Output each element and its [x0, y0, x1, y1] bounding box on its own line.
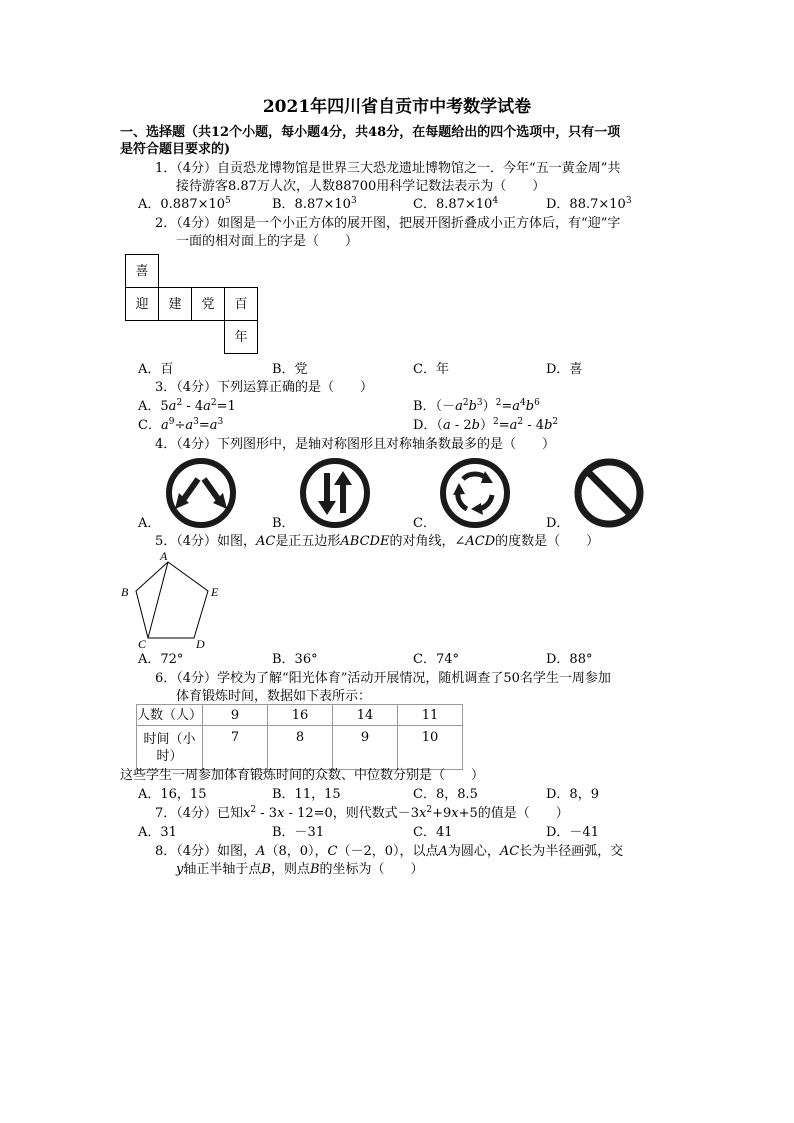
q4-option-a: A．: [138, 516, 161, 531]
traffic-sign-prohibition-icon: [573, 457, 645, 529]
q4-stem: 4．（4分）下列图形中，是轴对称图形且对称轴条数最多的是（ ）: [155, 437, 556, 452]
q6-option-d: D．8，9: [546, 787, 599, 802]
vertex-label-c: C: [138, 637, 147, 651]
q2-line2: 一面的相对面上的字是（ ）: [176, 234, 359, 249]
q3-option-a: A．$5a^2 - 4a^2=1$: [138, 398, 236, 414]
q6-data-table: [136, 704, 463, 770]
table-cell: 14: [333, 705, 398, 726]
table-cell: 11: [398, 705, 463, 726]
pentagon-figure: [116, 546, 226, 652]
q3-option-d: D．$(a - 2b)^2=a^2 - 4b^2$: [413, 417, 559, 433]
vertex-label-e: E: [211, 585, 219, 599]
q6-option-b: B．11，15: [272, 787, 341, 802]
q1-option-a: A．$0.887\times 10^5$: [138, 196, 231, 212]
page-title: 2021年四川省自贡市中考数学试卷: [262, 97, 532, 117]
q7-option-a: A．31: [138, 825, 177, 840]
q4-option-d: D．: [546, 516, 570, 531]
net-cell: 建: [159, 288, 192, 321]
traffic-sign-roundabout-icon: [439, 457, 511, 529]
q3-stem: 3．（4分）下列运算正确的是（ ）: [155, 380, 374, 395]
q6-line2: 体育锻炼时间，数据如下表所示：: [176, 689, 372, 704]
traffic-sign-two-way-arrows-icon: [299, 457, 371, 529]
table-cell: 9: [203, 705, 268, 726]
q2-option-c: C．年: [413, 362, 449, 377]
section-heading-line2: 是符合题目要求的): [120, 142, 231, 157]
q3-option-c: C．$a^9\div a^3=a^3$: [138, 417, 224, 433]
vertex-label-d: D: [196, 637, 205, 651]
table-cell: 7: [203, 726, 268, 770]
q6-line1: 6．（4分）学校为了解“阳光体育”活动开展情况，随机调查了50名学生一周参加: [155, 671, 611, 686]
vertex-label-b: B: [121, 585, 129, 599]
section-heading-line1: 一、选择题（共12个小题，每小题4分，共48分，在每题给出的四个选项中，只有一项: [120, 125, 621, 140]
net-cell-bottom: 年: [225, 321, 258, 354]
q2-option-b: B．党: [272, 362, 308, 377]
q7-option-d: D．－41: [546, 825, 599, 840]
q8-line1: 8．（4分）如图，A（8，0），C（－2，0），以点A为圆心，AC长为半径画弧，交: [155, 844, 624, 859]
q1-option-d: D．$88.7\times 10^3$: [546, 196, 632, 212]
q1-line1: 1．（4分）自贡恐龙博物馆是世界三大恐龙遗址博物馆之一．今年“五一黄金周”共: [155, 161, 621, 176]
table-cell: 9: [333, 726, 398, 770]
table-header-time: 时间（小 时）: [137, 726, 203, 770]
q7-option-b: B．－31: [272, 825, 325, 840]
q5-option-d: D．88°: [546, 652, 593, 667]
cube-net-figure: [125, 254, 258, 354]
q3-option-b: B．$(-a^2b^3)^2=a^4b^6$: [413, 398, 540, 414]
q5-stem: 5．（4分）如图，AC是正五边形ABCDE的对角线，∠ACD的度数是（ ）: [155, 534, 600, 549]
q7-option-c: C．41: [413, 825, 453, 840]
net-cell: 党: [192, 288, 225, 321]
q2-option-d: D．喜: [546, 362, 583, 377]
q2-option-a: A．百: [138, 362, 174, 377]
table-cell: 10: [398, 726, 463, 770]
q1-option-b: B．$8.87\times 10^3$: [272, 196, 357, 212]
traffic-sign-diverging-arrows-icon: [165, 457, 237, 529]
q2-line1: 2．（4分）如图是一个小正方体的展开图，把展开图折叠成小正方体后，有“迎”字: [155, 216, 621, 231]
q8-line2: y轴正半轴于点B，则点B的坐标为（ ）: [176, 862, 424, 877]
q6-option-a: A．16，15: [138, 787, 207, 802]
q6-option-c: C．8，8.5: [413, 787, 478, 802]
table-header-count: 人数（人）: [137, 705, 203, 726]
q5-option-b: B．36°: [272, 652, 318, 667]
q7-stem: 7．（4分）已知$x^2 - 3x - 12=0$，则代数式$-3x^2+9x+5$的值是（ ）: [155, 805, 569, 821]
vertex-label-a: A: [160, 549, 168, 563]
q5-option-a: A．72°: [138, 652, 184, 667]
q4-option-b: B．: [272, 516, 295, 531]
net-cell: 迎: [126, 288, 159, 321]
q1-option-c: C．$8.87\times 10^4$: [413, 196, 499, 212]
q1-line2: 接待游客8.87万人次，人数88700用科学记数法表示为（ ）: [176, 179, 546, 194]
net-cell: 百: [225, 288, 258, 321]
net-cell-top: 喜: [126, 255, 159, 288]
q4-option-c: C．: [413, 516, 436, 531]
table-cell: 16: [268, 705, 333, 726]
q5-option-c: C．74°: [413, 652, 459, 667]
q6-question: 这些学生一周参加体育锻炼时间的众数、中位数分别是（ ）: [120, 768, 485, 783]
table-cell: 8: [268, 726, 333, 770]
